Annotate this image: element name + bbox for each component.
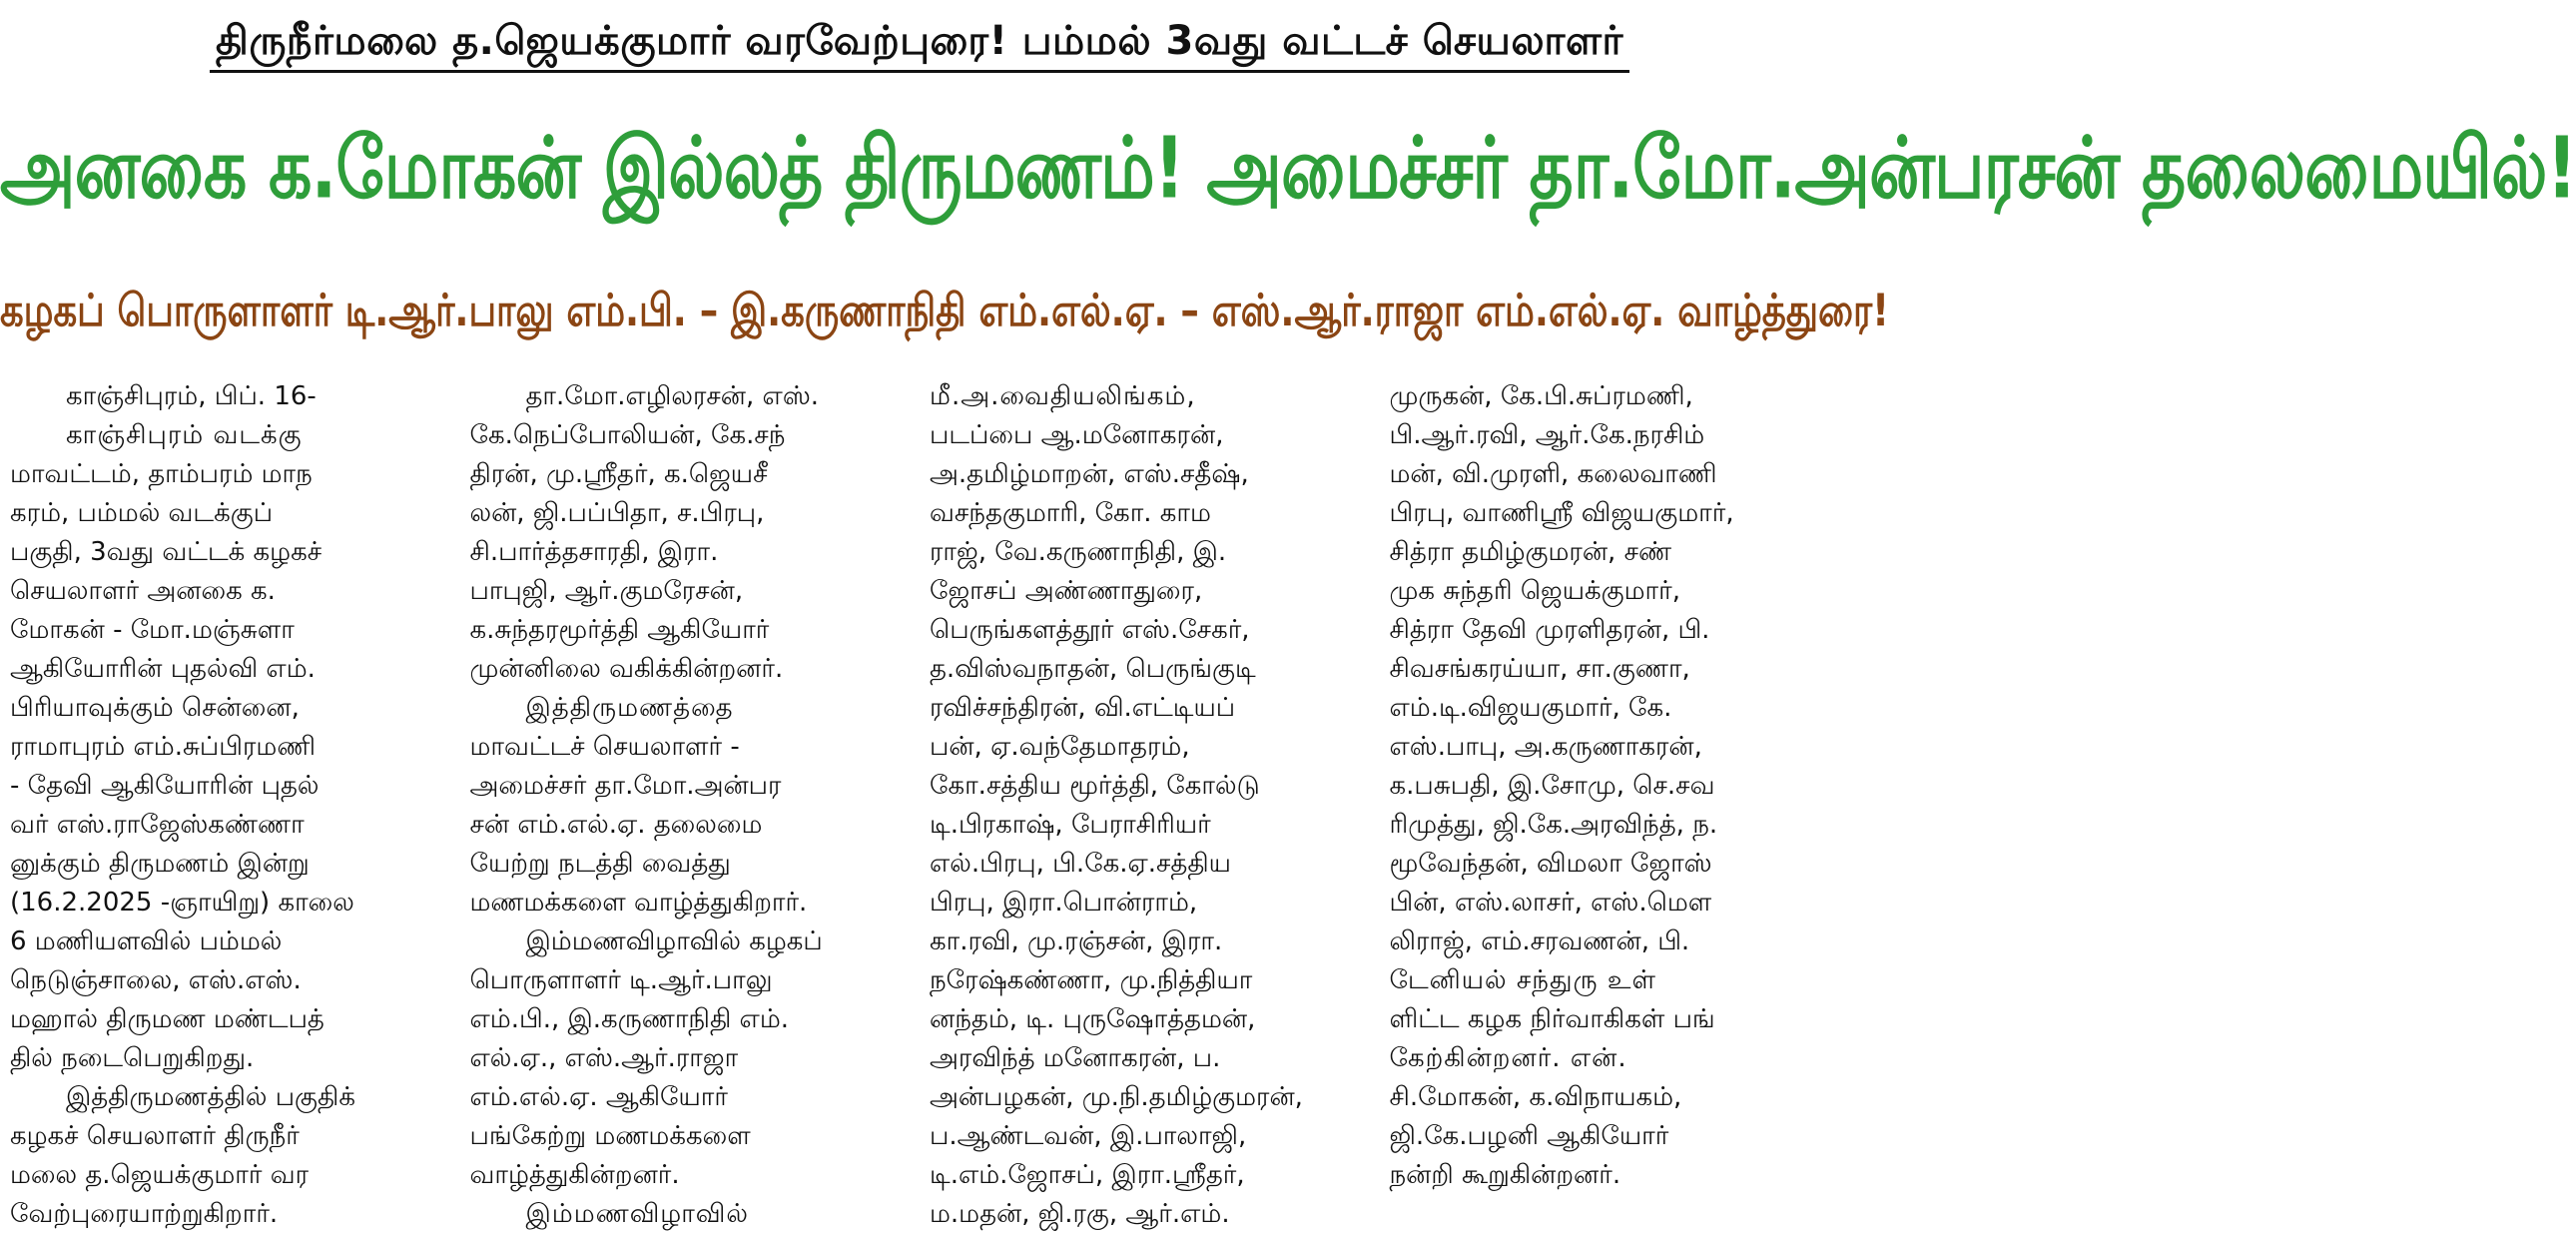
text-line: ராஜ், வே.கருணாநிதி, இ. [930, 537, 1227, 567]
text-line: க.பசுபதி, இ.சோமு, செ.சவ [1389, 771, 1715, 801]
article-column-3 [930, 377, 1370, 1229]
text-line: வர் எஸ்.ராஜேஸ்கண்ணா [10, 810, 305, 840]
article-column-1 [10, 377, 450, 1229]
text-line: மூவேந்தன், விமலா ஜோஸ் [1389, 849, 1712, 879]
text-line: டி.எம்.ஜோசப், இரா.ஸ்ரீதர், [930, 1160, 1245, 1190]
article-column-4 [1390, 377, 1830, 1216]
text-line: மாவட்டம், தாம்பரம் மாந [10, 459, 313, 489]
text-line: நெடுஞ்சாலை, எஸ்.எஸ். [10, 965, 302, 995]
text-line: கே.நெப்போலியன், கே.சந் [469, 420, 786, 450]
text-line: சித்ரா தேவி முரளிதரன், பி. [1389, 615, 1710, 645]
text-line: படப்பை ஆ.மனோகரன், [930, 420, 1224, 450]
kicker-text: திருநீர்மலை த.ஜெயக்குமார் வரவேற்புரை! பம்மல் 3வது வட்டச் செயலாளர் [210, 18, 1629, 73]
text-line: முருகன், கே.பி.சுப்ரமணி, [1389, 381, 1693, 411]
text-line: த.விஸ்வநாதன், பெருங்குடி [930, 654, 1256, 684]
text-line: 6 மணியளவில் பம்மல் [10, 926, 283, 956]
text-line: பிரபு, இரா.பொன்ராம், [930, 888, 1198, 918]
text-line: காஞ்சிபுரம், பிப். 16- [66, 381, 317, 411]
text-line: ரிமுத்து, ஜி.கே.அரவிந்த், ந. [1389, 810, 1718, 840]
text-line: சித்ரா தமிழ்குமரன், சண் [1389, 537, 1672, 567]
text-line: பின், எஸ்.லாசர், எஸ்.மௌ [1389, 888, 1712, 918]
text-line: மீ.அ.வைதியலிங்கம், [930, 381, 1196, 411]
text-line: பன், ஏ.வந்தேமாதரம், [930, 732, 1190, 762]
text-line: - தேவி ஆகியோரின் புதல் [10, 771, 320, 801]
text-line: எம்.எல்.ஏ. ஆகியோர் [469, 1082, 728, 1112]
text-line: காஞ்சிபுரம் வடக்கு [66, 420, 303, 450]
text-line: முன்னிலை வகிக்கின்றனர். [469, 654, 784, 684]
text-line: எல்.ஏ., எஸ்.ஆர்.ராஜா [469, 1043, 739, 1073]
text-line: வேற்புரையாற்றுகிறார். [10, 1199, 279, 1229]
text-line: ளிட்ட கழக நிர்வாகிகள் பங் [1389, 1004, 1715, 1034]
text-line: டி.பிரகாஷ், பேராசிரியர் [930, 810, 1211, 840]
text-line: (16.2.2025 -ஞாயிறு) காலை [10, 888, 354, 918]
sub-headline: கழகப் பொருளாளர் டி.ஆர்.பாலு எம்.பி. – இ.கருணாநிதி எம்.எல்.ஏ. – எஸ்.ஆர்.ராஜா எம்.எல்.ஏ. வாழ்த்துரை! [0, 285, 1889, 336]
text-line: மஹால் திருமண மண்டபத் [10, 1004, 324, 1034]
text-line: நன்றி கூறுகின்றனர். [1389, 1160, 1621, 1190]
text-line: ம.மதன், ஜி.ரகு, ஆர்.எம். [930, 1199, 1230, 1229]
text-line: இத்திருமணத்தை [525, 693, 734, 723]
text-line: எம்.டி.விஜயகுமார், கே. [1389, 693, 1672, 723]
text-line: மணமக்களை வாழ்த்துகிறார். [469, 888, 808, 918]
text-line: தில் நடைபெறுகிறது. [10, 1043, 255, 1073]
text-line: எல்.பிரபு, பி.கே.ஏ.சத்திய [930, 849, 1231, 879]
text-line: க.சுந்தரமூர்த்தி ஆகியோர் [469, 615, 770, 645]
text-line: பாபுஜி, ஆர்.குமரேசன், [469, 576, 744, 606]
text-line: இத்திருமணத்தில் பகுதிக் [66, 1082, 355, 1112]
text-line: கரம், பம்மல் வடக்குப் [10, 498, 274, 528]
text-line: திரன், மு.ஸ்ரீதர், க.ஜெயசீ [469, 459, 768, 489]
text-line: கா.ரவி, மு.ரஞ்சன், இரா. [930, 926, 1223, 956]
text-line: செயலாளர் அனகை க. [10, 576, 276, 606]
text-line: இம்மணவிழாவில் கழகப் [525, 926, 823, 956]
text-line: மலை த.ஜெயக்குமார் வர [10, 1160, 310, 1190]
text-line: சி.மோகன், க.விநாயகம், [1389, 1082, 1682, 1112]
text-line: இம்மணவிழாவில் [525, 1199, 749, 1229]
text-line: வாழ்த்துகின்றனர். [469, 1160, 680, 1190]
text-line: முக சுந்தரி ஜெயக்குமார், [1389, 576, 1680, 606]
text-line: பங்கேற்று மணமக்களை [469, 1121, 751, 1151]
text-line: அன்பழகன், மு.நி.தமிழ்குமரன், [930, 1082, 1303, 1112]
text-line: பி.ஆர்.ரவி, ஆர்.கே.நரசிம் [1389, 420, 1705, 450]
text-line: னுக்கும் திருமணம் இன்று [10, 849, 310, 879]
text-line: லன், ஜி.பப்பிதா, ச.பிரபு, [469, 498, 765, 528]
text-line: பொருளாளர் டி.ஆர்.பாலு [469, 965, 773, 995]
text-line: நரேஷ்கண்ணா, மு.நித்தியா [930, 965, 1253, 995]
text-line: மாவட்டச் செயலாளர் - [469, 732, 740, 762]
text-line: லிராஜ், எம்.சரவணன், பி. [1389, 926, 1690, 956]
text-line: ஜி.கே.பழனி ஆகியோர் [1389, 1121, 1669, 1151]
text-line: னந்தம், டி. புருஷோத்தமன், [930, 1004, 1256, 1034]
text-line: ரவிச்சந்திரன், வி.எட்டியப் [930, 693, 1236, 723]
text-line: பிரியாவுக்கும் சென்னை, [10, 693, 300, 723]
text-line: சன் எம்.எல்.ஏ. தலைமை [469, 810, 763, 840]
article-column-2 [469, 377, 911, 1229]
text-line: எஸ்.பாபு, அ.கருணாகரன், [1389, 732, 1702, 762]
text-line: சி.பார்த்தசாரதி, இரா. [469, 537, 719, 567]
text-line: யேற்று நடத்தி வைத்து [469, 849, 731, 879]
text-line: அரவிந்த் மனோகரன், ப. [930, 1043, 1221, 1073]
text-line: சிவசங்கரய்யா, சா.குணா, [1389, 654, 1690, 684]
text-line: பிரபு, வாணிஸ்ரீ விஜயகுமார், [1389, 498, 1734, 528]
text-line: ப.ஆண்டவன், இ.பாலாஜி, [930, 1121, 1247, 1151]
text-line: டேனியல் சந்துரு உள் [1389, 965, 1656, 995]
text-line: கழகச் செயலாளர் திருநீர் [10, 1121, 300, 1151]
text-line: கோ.சத்திய மூர்த்தி, கோல்டு [930, 771, 1260, 801]
text-line: வசந்தகுமாரி, கோ. காம [930, 498, 1211, 528]
text-line: அ.தமிழ்மாறன், எஸ்.சதீஷ், [930, 459, 1249, 489]
text-line: மன், வி.முரளி, கலைவாணி [1389, 459, 1717, 489]
text-line: ஜோசப் அண்ணாதுரை, [930, 576, 1203, 606]
main-headline: அனகை க.மோகன் இல்லத் திருமணம்! அமைச்சர் தா.மோ.அன்பரசன் தலைமையில்! [0, 120, 2576, 219]
text-line: மோகன் - மோ.மஞ்சுளா [10, 615, 295, 645]
text-line: எம்.பி., இ.கருணாநிதி எம். [469, 1004, 790, 1034]
text-line: பகுதி, 3வது வட்டக் கழகச் [10, 537, 322, 567]
text-line: ஆகியோரின் புதல்வி எம். [10, 654, 316, 684]
article-body [10, 377, 1829, 1229]
text-line: கேற்கின்றனர். என். [1389, 1043, 1627, 1073]
text-line: அமைச்சர் தா.மோ.அன்பர [469, 771, 782, 801]
text-line: பெருங்களத்தூர் எஸ்.சேகர், [930, 615, 1250, 645]
kicker-headline [0, 18, 1839, 69]
text-line: ராமாபுரம் எம்.சுப்பிரமணி [10, 732, 317, 762]
text-line: தா.மோ.எழிலரசன், எஸ். [525, 381, 820, 411]
